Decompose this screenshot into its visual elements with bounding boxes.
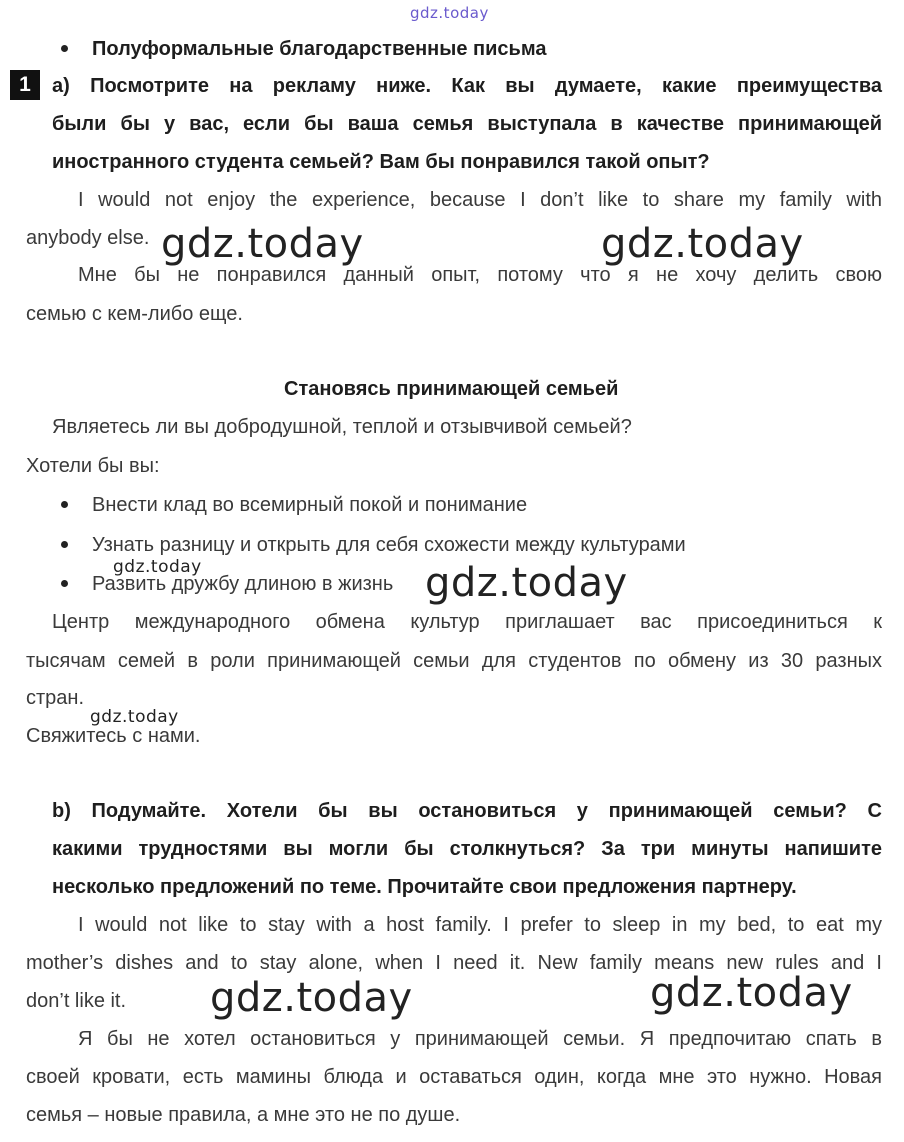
advert-body-line-2: тысячам семей в роли принимающей семьи для студентов по обмену из 30 разных (26, 650, 882, 672)
part-b-question-line-1: b) Подумайте. Хотели бы вы остановиться у принимающей семьи? С (52, 800, 882, 822)
task-number-badge: 1 (10, 70, 40, 100)
advert-body-line-1: Центр международного обмена культур приглашает вас присоединиться к (52, 611, 882, 633)
watermark: gdz.today (425, 560, 628, 606)
part-b-answer-en-line-1: I would not like to stay with a host family. I prefer to sleep in my bed, to eat my (78, 914, 882, 936)
advert-title: Становясь принимающей семьей (284, 378, 619, 400)
part-a-question-line-2: были бы у вас, если бы ваша семья выступала в качестве принимающей (52, 113, 882, 135)
part-b-answer-ru-line-1: Я бы не хотел остановиться у принимающей семьи. Я предпочитаю спать в (78, 1028, 882, 1050)
watermark: gdz.today (650, 970, 853, 1016)
part-a-question-line-1: а) Посмотрите на рекламу ниже. Как вы думаете, какие преимущества (52, 75, 882, 97)
advert-bullet-3: Развить дружбу длиною в жизнь (92, 573, 394, 595)
part-b-answer-en-line-3: don’t like it. (26, 990, 127, 1012)
part-b-question-line-3: несколько предложений по теме. Прочитайте свои предложения партнеру. (52, 876, 797, 898)
topic-heading: Полуформальные благодарственные письма (92, 38, 547, 60)
part-a-answer-ru-line-1: Мне бы не понравился данный опыт, потому что я не хочу делить свою (78, 264, 882, 286)
part-b-question-line-2: какими трудностями вы могли бы столкнуться? За три минуты напишите (52, 838, 882, 860)
bullet-dot-icon (61, 580, 68, 587)
bullet-dot-icon (61, 45, 68, 52)
part-a-answer-ru-line-2: семью с кем-либо еще. (26, 303, 243, 325)
watermark: gdz.today (113, 557, 202, 577)
advert-bullet-1: Внести клад во всемирный покой и понимание (92, 494, 528, 516)
part-a-answer-en-line-1: I would not enjoy the experience, because I don’t like to share my family with (78, 189, 882, 211)
watermark: gdz.today (601, 221, 804, 267)
part-b-answer-ru-line-3: семья – новые правила, а мне это не по душе. (26, 1104, 461, 1126)
bullet-dot-icon (61, 501, 68, 508)
advert-would-you: Хотели бы вы: (26, 455, 160, 477)
advert-intro: Являетесь ли вы добродушной, теплой и отзывчивой семьей? (52, 416, 632, 438)
advert-body-line-3: стран. (26, 687, 85, 709)
bullet-dot-icon (61, 541, 68, 548)
part-b-answer-ru-line-2: своей кровати, есть мамины блюда и оставаться один, когда мне это нужно. Новая (26, 1066, 882, 1088)
part-b-answer-en-line-2: mother’s dishes and to stay alone, when I need it. New family means new rules and I (26, 952, 882, 974)
watermark: gdz.today (210, 975, 413, 1021)
part-a-question-line-3: иностранного студента семьей? Вам бы понравился такой опыт? (52, 151, 710, 173)
advert-bullet-2: Узнать разницу и открыть для себя схожести между культурами (92, 534, 686, 556)
advert-contact: Свяжитесь с нами. (26, 725, 201, 747)
part-a-answer-en-line-2: anybody else. (26, 227, 150, 249)
watermark-top: gdz.today (410, 4, 489, 22)
watermark: gdz.today (161, 221, 364, 267)
watermark: gdz.today (90, 707, 179, 727)
